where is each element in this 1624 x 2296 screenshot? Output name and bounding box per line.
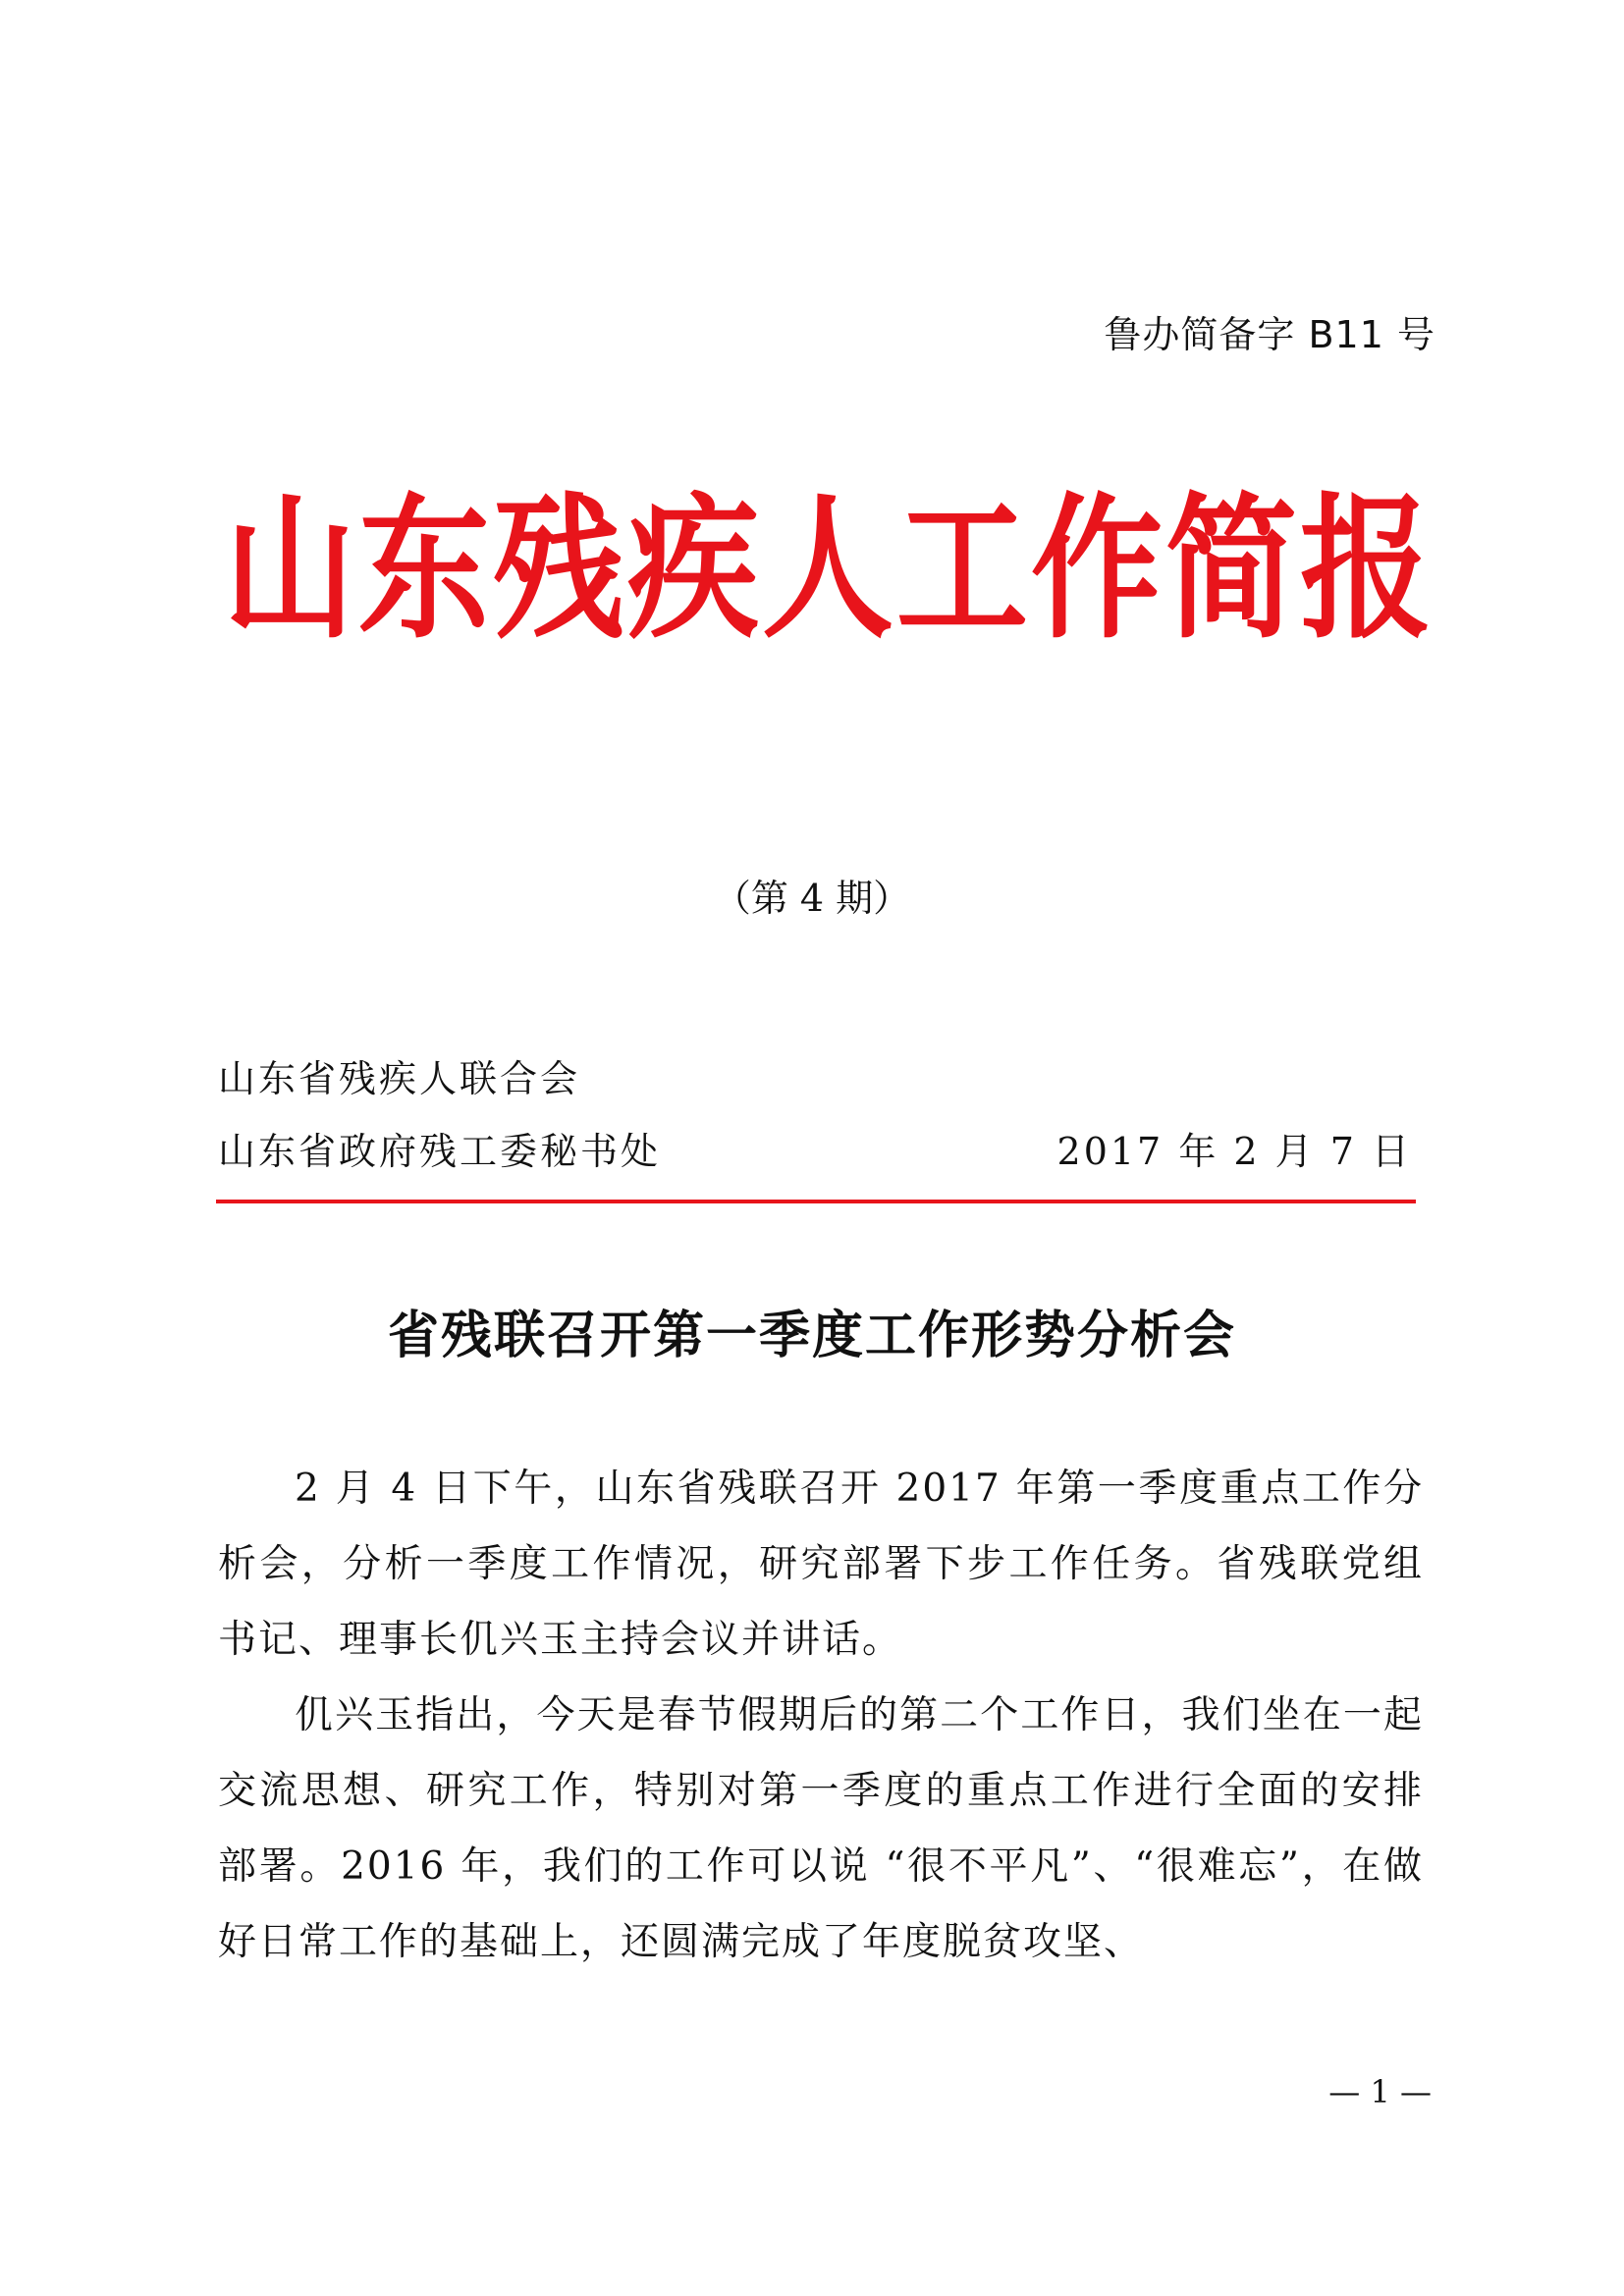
page-number: — 1 —	[1328, 2073, 1432, 2110]
paragraph: 2 月 4 日下午，山东省残联召开 2017 年第一季度重点工作分析会，分析一季度工作情况，研究部署下步工作任务。省残联党组书记、理事长仉兴玉主持会议并讲话。	[218, 1467, 1424, 1662]
issuer-federation: 山东省残疾人联合会	[218, 1057, 581, 1100]
article-title: 省残联召开第一季度工作形势分析会	[387, 1306, 1236, 1365]
file-number: 鲁办简备字 B11 号	[1104, 313, 1435, 356]
article-body	[218, 1451, 1424, 1980]
red-divider	[216, 1200, 1416, 1203]
issue-date: 2017 年 2 月 7 日	[1056, 1130, 1412, 1173]
issuer-secretariat: 山东省政府残工委秘书处	[218, 1130, 662, 1173]
masthead-title: 山东残疾人工作简报	[224, 476, 1432, 661]
paragraph: 仉兴玉指出，今天是春节假期后的第二个工作日，我们坐在一起交流思想、研究工作，特别对第一季度的重点工作进行全面的安排部署。2016 年，我们的工作可以说 “很不平凡”、“很难忘”，在做好日常工作的基础上，还圆满完成了年度脱贫攻坚、	[218, 1693, 1424, 1964]
issue-number: （第 4 期）	[713, 877, 911, 920]
